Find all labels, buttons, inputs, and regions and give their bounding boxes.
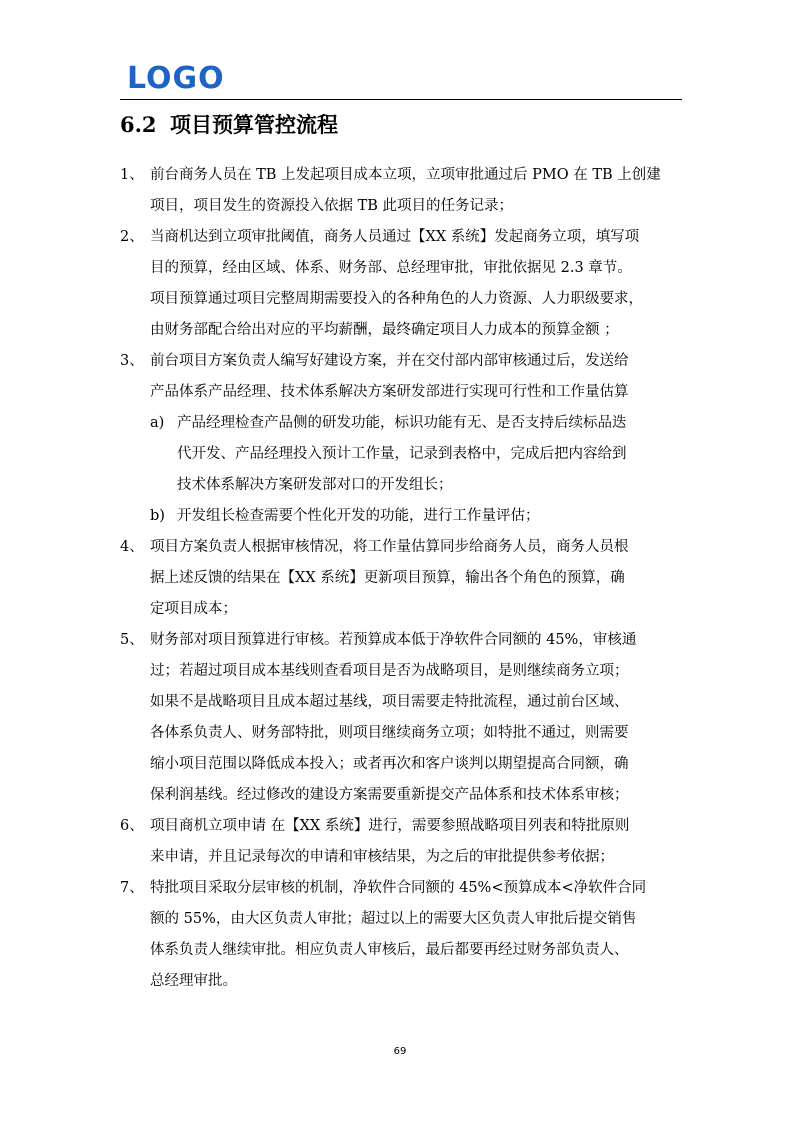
item-line: 产品体系产品经理、技术体系解决方案研发部进行实现可行性和工作量估算: [150, 384, 629, 400]
list-item: [120, 873, 690, 997]
list-item: [120, 346, 690, 408]
item-line: 项目方案负责人根据审核情况，将工作量估算同步给商务人员，商务人员根: [150, 539, 629, 555]
item-line: 当商机达到立项审批阈值，商务人员通过【XX 系统】发起商务立项，填写项: [150, 229, 640, 245]
sub-list-item: [120, 408, 690, 501]
list-item: [120, 222, 690, 346]
sub-list-item: [120, 501, 690, 532]
section-number: 6.2: [120, 112, 157, 137]
list-item: [120, 160, 690, 222]
item-line: 财务部对项目预算进行审核。若预算成本低于净软件合同额的 45%，审核通: [150, 632, 637, 648]
company-logo: LOGO: [127, 61, 225, 96]
item-number: 7、: [120, 880, 144, 896]
item-line: 前台项目方案负责人编写好建设方案，并在交付部内部审核通过后，发送给: [150, 353, 629, 369]
item-line: 过；若超过项目成本基线则查看项目是否为战略项目，是则继续商务立项；: [150, 663, 629, 679]
item-line: 各体系负责人、财务部特批，则项目继续商务立项；如特批不通过，则需要: [150, 725, 629, 741]
process-list: [120, 160, 690, 997]
item-line: 项目商机立项申请 在【XX 系统】进行，需要参照战略项目列表和特批原则: [150, 818, 630, 834]
item-line: 目的预算，经由区域、体系、财务部、总经理审批，审批依据见 2.3 章节。: [150, 260, 632, 276]
item-line: 来申请，并且记录每次的申请和审核结果，为之后的审批提供参考依据；: [150, 849, 614, 865]
item-line: 额的 55%，由大区负责人审批；超过以上的需要大区负责人审批后提交销售: [150, 911, 637, 927]
list-item: [120, 532, 690, 625]
item-line: 特批项目采取分层审核的机制，净软件合同额的 45%<预算成本<净软件合同: [150, 880, 647, 896]
sub-item-line: 开发组长检查需要个性化开发的功能，进行工作量评估；: [177, 508, 540, 524]
list-item: [120, 625, 690, 811]
item-number: 1、: [120, 167, 144, 183]
item-number: 4、: [120, 539, 144, 555]
sub-item-line: 代开发、产品经理投入预计工作量，记录到表格中，完成后把内容给到: [177, 446, 627, 462]
item-number: 2、: [120, 229, 144, 245]
item-line: 项目，项目发生的资源投入依据 TB 此项目的任务记录；: [150, 198, 514, 214]
item-number: 5、: [120, 632, 144, 648]
item-line: 总经理审批。: [150, 973, 237, 989]
item-line: 项目预算通过项目完整周期需要投入的各种角色的人力资源、人力职级要求，: [150, 291, 643, 307]
item-number: 3、: [120, 353, 144, 369]
item-line: 保利润基线。经过修改的建设方案需要重新提交产品体系和技术体系审核；: [150, 787, 629, 803]
sub-item-line: 技术体系解决方案研发部对口的开发组长；: [177, 477, 453, 493]
section-title: 项目预算管控流程: [170, 112, 338, 137]
item-number: 6、: [120, 818, 144, 834]
section-heading: [120, 110, 338, 140]
page-number: 69: [393, 1046, 407, 1057]
item-line: 如果不是战略项目且成本超过基线，项目需要走特批流程，通过前台区域、: [150, 694, 629, 710]
item-line: 体系负责人继续审批。相应负责人审核后，最后都要再经过财务部负责人、: [150, 942, 629, 958]
sub-item-marker: b): [150, 508, 165, 524]
sub-item-marker: a): [150, 415, 165, 431]
list-item: [120, 811, 690, 873]
item-line: 缩小项目范围以降低成本投入；或者再次和客户谈判以期望提高合同额，确: [150, 756, 629, 772]
sub-item-line: 产品经理检查产品侧的研发功能，标识功能有无、是否支持后续标品迭: [177, 415, 627, 431]
item-line: 据上述反馈的结果在【XX 系统】更新项目预算，输出各个角色的预算，确: [150, 570, 625, 586]
item-line: 由财务部配合给出对应的平均薪酬，最终确定项目人力成本的预算金额 ；: [150, 322, 619, 338]
header-rule: [120, 99, 682, 100]
item-line: 定项目成本；: [150, 601, 237, 617]
item-line: 前台商务人员在 TB 上发起项目成本立项，立项审批通过后 PMO 在 TB 上创建: [150, 167, 661, 183]
